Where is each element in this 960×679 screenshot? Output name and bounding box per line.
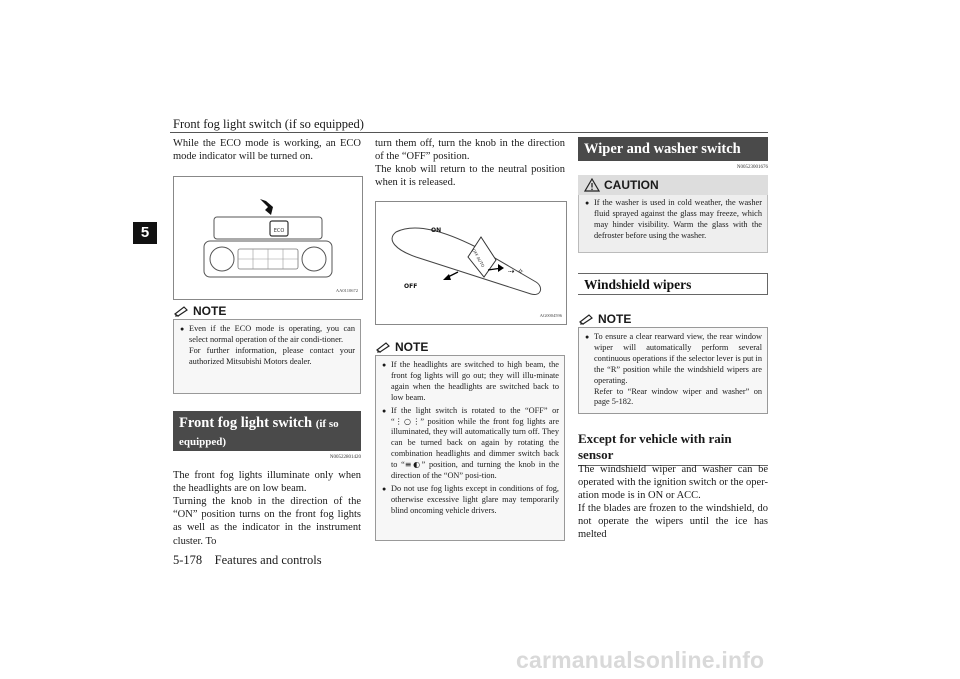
note-heading-3 — [578, 312, 768, 326]
caution-item — [585, 198, 762, 242]
note-bullet-2-part-1: If the light switch is rotated to the “OFF” or “ — [391, 405, 559, 426]
note-item — [585, 332, 762, 408]
parking-light-icon: ⋮○⋮ — [394, 416, 421, 426]
eco-figure — [173, 176, 363, 300]
note-item — [382, 360, 559, 404]
note-text-3b: Refer to “Rear window wiper and washer” on page 5-182. — [594, 386, 762, 407]
note-label-2: NOTE — [395, 340, 429, 354]
bullet-icon: ● — [382, 406, 387, 415]
bullet-icon: ● — [382, 361, 387, 369]
section-heading-wiper: Wiper and washer switch — [578, 137, 768, 161]
note-bullet-3: Do not use fog lights except in conditions of fog, otherwise excessive light glare may temporarily blind oncoming vehicle drivers. — [391, 483, 559, 515]
wiper-para-1: The windshield wiper and washer can be operated with the ignition switch or the oper-ation mode is in ON or ACC. — [578, 464, 768, 502]
note-icon — [173, 305, 189, 317]
note-text-3: To ensure a clear rearward view, the rear window wiper will automatically perform several continuous operations if the selector lever is put in the “R” position while the windshield wipers are operating. — [594, 332, 762, 385]
fog-switch-figure — [375, 201, 567, 325]
caution-box — [578, 195, 768, 253]
caution-label: CAUTION — [604, 178, 659, 192]
note-bullet-2-part-2: ” position while the front fog lights are illuminated, they will automatically turn off. They can be turned back on again by rotating the combination headlights and dimmer switch back to “ — [391, 416, 559, 470]
note-label-3: NOTE — [598, 312, 632, 326]
note-item — [180, 324, 355, 368]
climate-panel-illustration — [174, 177, 362, 299]
wiper-para-2: If the blades are frozen to the windshield, do not operate the wipers until the ice has melted — [578, 503, 768, 541]
section-code: N00522801420 — [329, 455, 361, 460]
note-box-3 — [578, 327, 768, 414]
fog-para-1: The front fog lights illuminate only when the headlights are on low beam. — [173, 470, 361, 495]
note-text-2: For further information, please contact your authorized Mitsubishi Motors dealer. — [189, 345, 355, 366]
bullet-icon: ● — [585, 199, 590, 207]
section-code-2: N00523001676 — [736, 165, 768, 170]
watermark: carmanualsonline.info — [516, 647, 765, 673]
note-box-2 — [375, 355, 565, 541]
note-text: Even if the ECO mode is operating, you can select normal operation of the air condi-tioner. — [189, 324, 355, 344]
section-title-text: Front fog light switch — [179, 415, 313, 431]
chapter-tab: 5 — [133, 222, 157, 244]
sub-heading-rain-sensor: Except for vehicle with rain sensor — [578, 431, 768, 466]
section-title-suffix: (if so — [315, 418, 339, 430]
note-item — [382, 484, 559, 517]
bullet-icon: ● — [585, 333, 590, 341]
fog-para-4: The knob will return to the neutral position when it is released. — [375, 164, 565, 189]
note-icon — [578, 313, 594, 325]
warning-triangle-icon — [584, 178, 600, 192]
svg-text:OFF AUTO: OFF AUTO — [471, 248, 486, 269]
figure-code-2: AG0004596 — [539, 313, 562, 318]
bullet-icon: ● — [180, 325, 185, 333]
header-rule — [170, 132, 768, 133]
page-footer — [173, 553, 322, 568]
fog-para-3: turn them off, turn the knob in the direction of the “OFF” position. — [375, 138, 565, 163]
caution-text: If the washer is used in cold weather, the washer fluid sprayed against the glass may freeze, which may hinder visibility. Warm the glass with the defroster before using the washer. — [594, 198, 762, 240]
section-heading-fog — [173, 411, 361, 451]
section-heading-windshield: Windshield wipers — [578, 273, 768, 295]
svg-text:ECO: ECO — [273, 228, 285, 234]
caution-heading — [578, 175, 768, 195]
section-title-suffix-2: equipped) — [179, 436, 227, 448]
note-bullet-2-part-3: ” position, and turning the knob in the direction of the “ON” posi-tion. — [391, 460, 560, 481]
headlight-icon: ≡◐ — [404, 460, 422, 470]
caution-title-row — [584, 178, 762, 192]
svg-text:⇢ ✧: ⇢ ✧ — [508, 267, 524, 276]
footer-section: Features and controls — [214, 553, 322, 567]
fog-switch-illustration — [376, 202, 566, 324]
fig-off-label: OFF — [404, 283, 418, 290]
note-heading-2 — [375, 340, 565, 354]
note-item — [382, 406, 559, 482]
bullet-icon: ● — [382, 484, 387, 493]
figure-code: AA0110672 — [335, 288, 358, 293]
note-bullet-2 — [391, 406, 559, 482]
fig-on-label: ON — [431, 227, 442, 234]
fog-para-2: Turning the knob in the direction of the “ON” position turns on the front fog lights as well as the indicator in the instrument cluster. To — [173, 496, 361, 547]
note-label: NOTE — [193, 304, 227, 318]
note-bullet-1: If the headlights are switched to high beam, the front fog lights will go out; they will illu-minate again when the headlights are switched back to low beam. — [391, 360, 559, 402]
page-number: 5-178 — [173, 553, 203, 567]
note-heading — [173, 304, 361, 318]
note-box — [173, 319, 361, 394]
eco-intro-text: While the ECO mode is working, an ECO mode indicator will be turned on. — [173, 138, 361, 163]
page-header-title: Front fog light switch (if so equipped) — [173, 117, 364, 131]
note-icon — [375, 341, 391, 353]
